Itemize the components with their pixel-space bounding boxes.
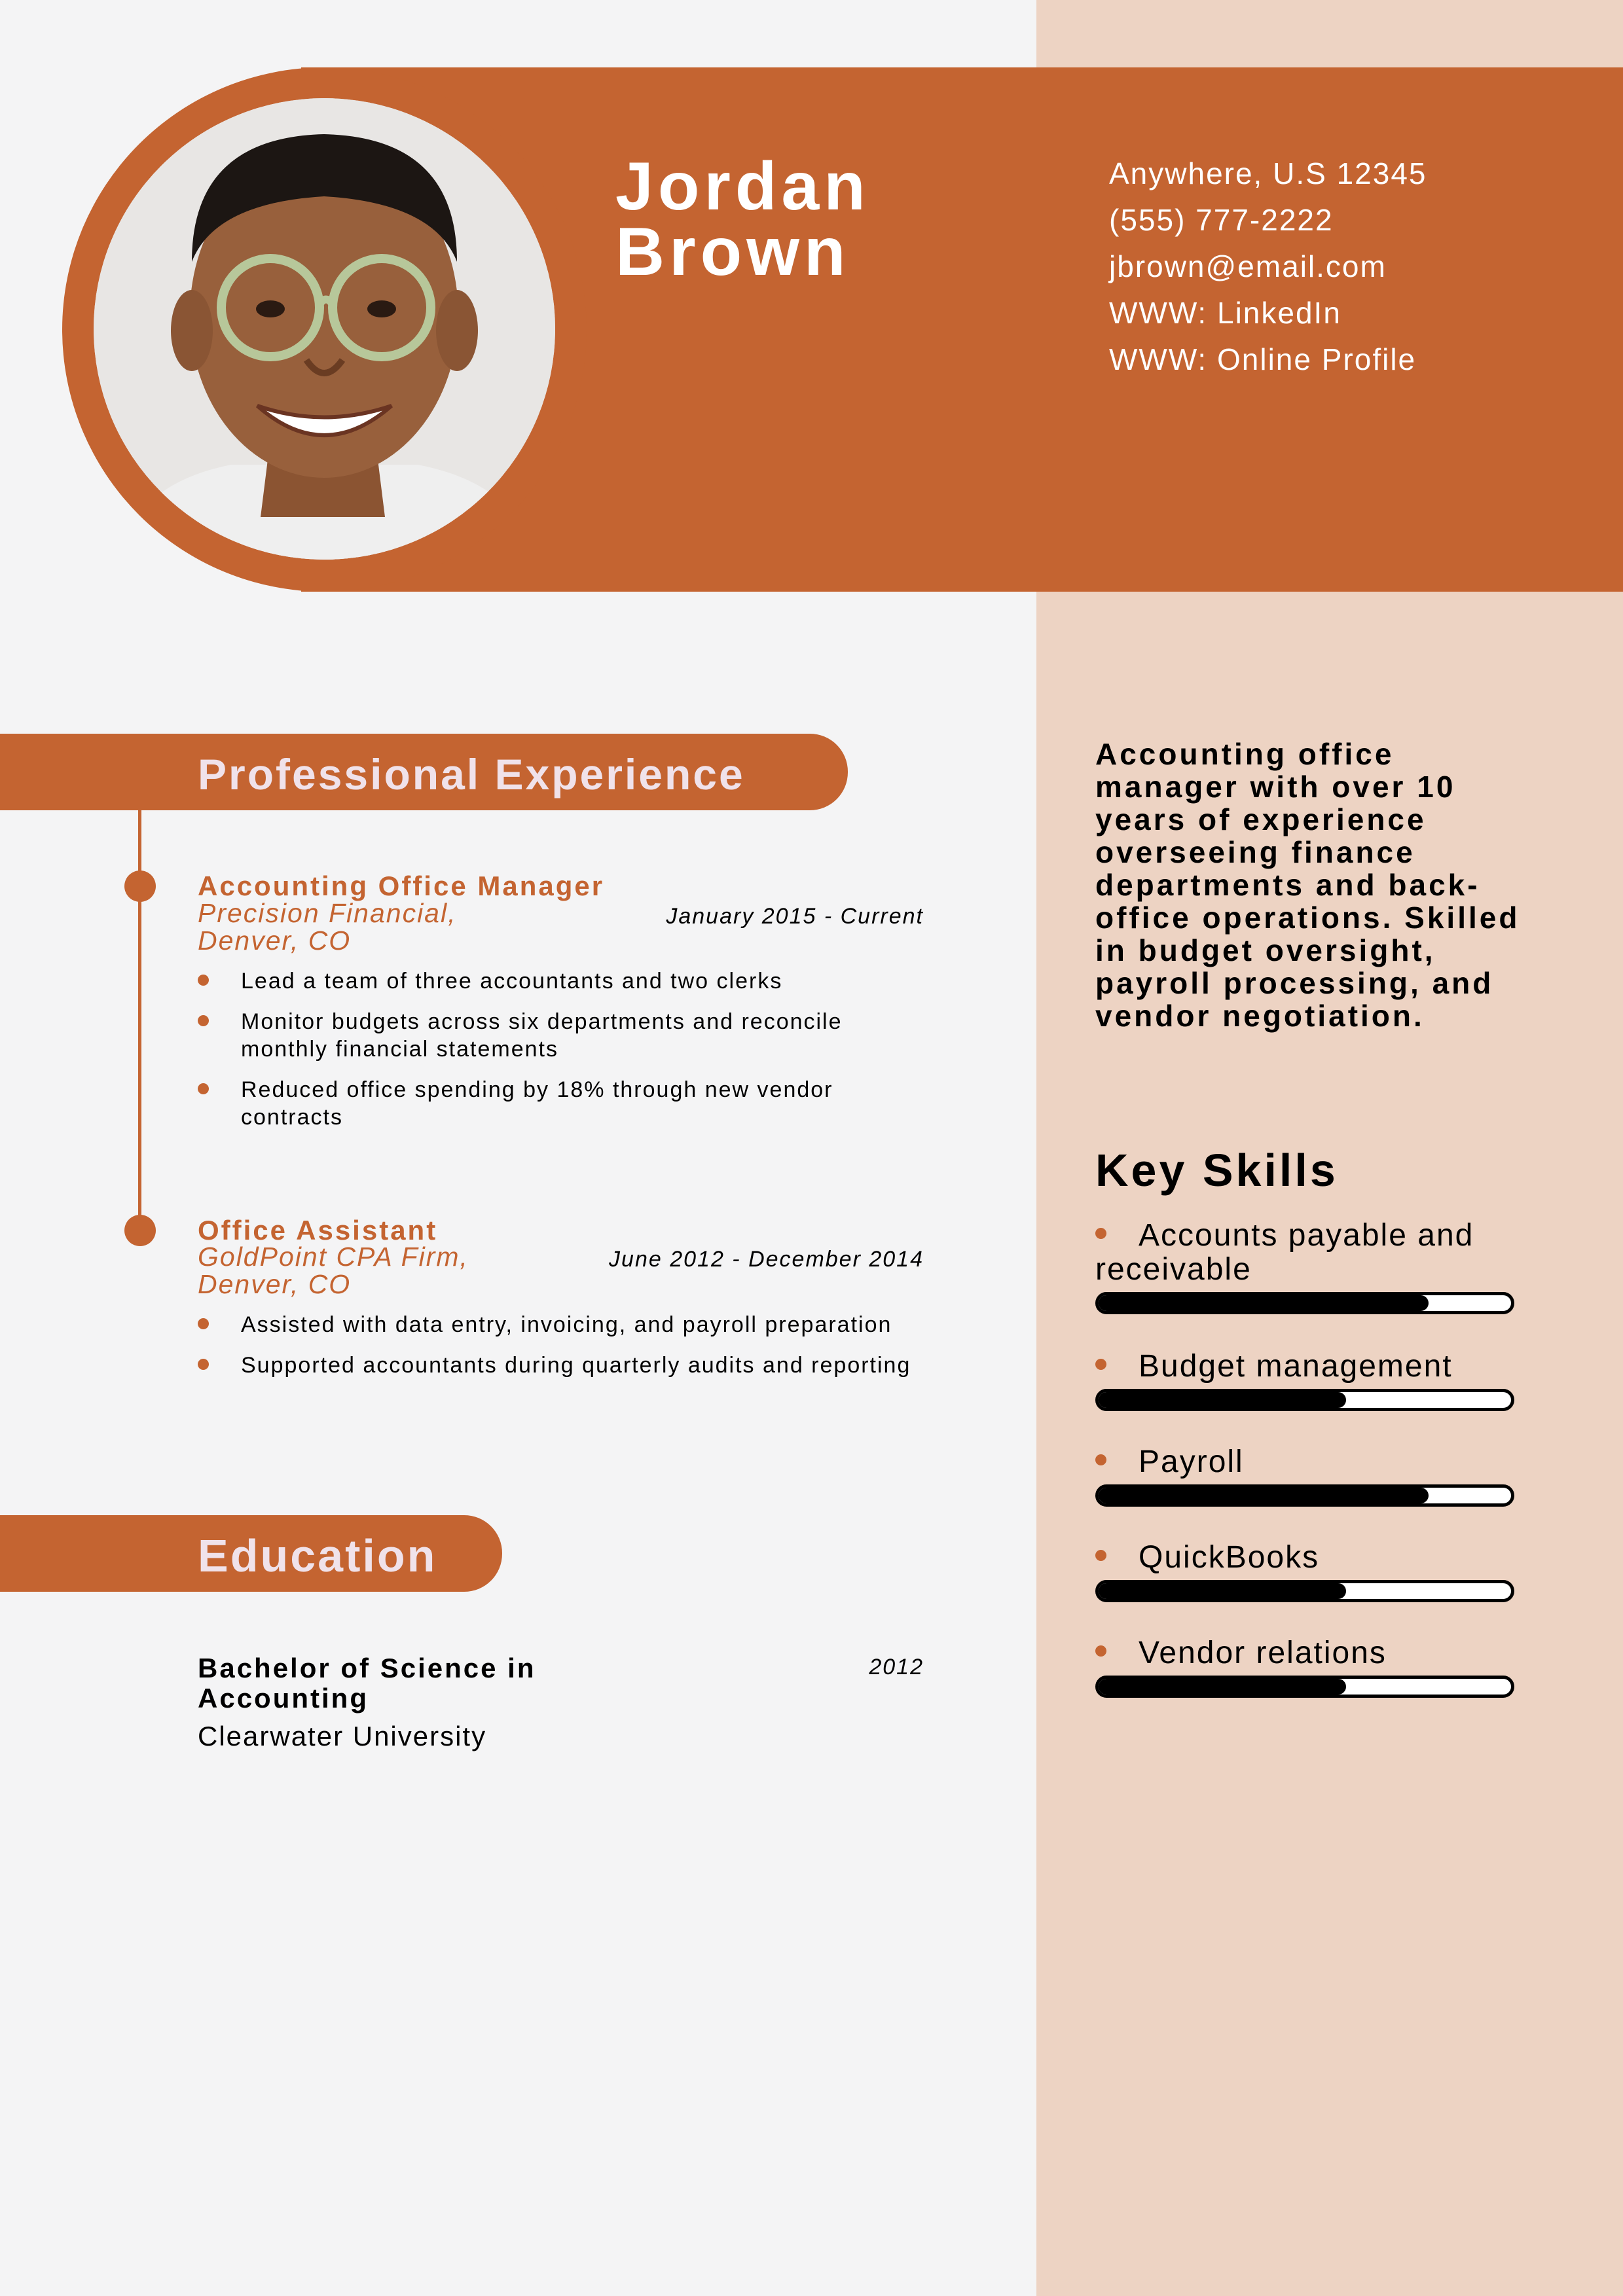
name-last: Brown	[615, 214, 850, 290]
contact-address: Anywhere, U.S 12345	[1109, 156, 1427, 190]
contact-online-profile[interactable]: WWW: Online Profile	[1109, 342, 1417, 376]
skill-label: QuickBooks	[1095, 1541, 1514, 1575]
experience-heading: Professional Experience	[198, 750, 745, 798]
skill-item	[1095, 1636, 1514, 1698]
contact-list	[1109, 151, 1427, 383]
candidate-name	[615, 149, 870, 290]
timeline-dot	[124, 1215, 156, 1246]
skill-item	[1095, 1541, 1514, 1602]
job-dates: June 2012 - December 2014	[609, 1247, 924, 1272]
skills-heading: Key Skills	[1095, 1145, 1338, 1196]
skill-label: Accounts payable and receivable	[1095, 1219, 1514, 1287]
job-bullet: Monitor budgets across six departments and reconcile monthly financial statements	[198, 1008, 918, 1063]
skill-bar	[1095, 1580, 1514, 1602]
skill-bar-fill	[1099, 1295, 1429, 1311]
contact-email[interactable]: jbrown@email.com	[1109, 249, 1387, 283]
skill-bar	[1095, 1484, 1514, 1507]
job-company: Precision Financial, Denver, CO	[198, 898, 457, 956]
skill-bar-fill	[1099, 1392, 1346, 1408]
skill-bar	[1095, 1676, 1514, 1698]
job-bullet: Lead a team of three accountants and two clerks	[198, 967, 918, 995]
education-year: 2012	[869, 1655, 924, 1679]
job-bullets	[198, 1311, 918, 1392]
skill-item	[1095, 1350, 1514, 1411]
skill-bar-fill	[1099, 1679, 1346, 1695]
skill-label: Payroll	[1095, 1445, 1514, 1479]
job-bullet: Assisted with data entry, invoicing, and payroll preparation	[198, 1311, 918, 1338]
avatar-illustration	[94, 98, 555, 560]
education-heading-banner	[0, 1515, 502, 1592]
experience-heading-banner	[0, 734, 848, 810]
skill-item	[1095, 1219, 1514, 1314]
job-title: Office Assistant	[198, 1215, 438, 1246]
job-bullets	[198, 967, 918, 1144]
skill-label: Vendor relations	[1095, 1636, 1514, 1670]
skill-bar	[1095, 1389, 1514, 1411]
skill-bar	[1095, 1292, 1514, 1314]
profile-photo	[94, 98, 555, 560]
education-heading: Education	[198, 1530, 437, 1581]
job-bullet: Reduced office spending by 18% through new vendor contracts	[198, 1076, 918, 1131]
job-bullet: Supported accountants during quarterly audits and reporting	[198, 1352, 918, 1379]
skill-bar-fill	[1099, 1583, 1346, 1599]
name-first: Jordan	[615, 149, 870, 224]
job-dates: January 2015 - Current	[666, 904, 924, 929]
degree: Bachelor of Science in Accounting	[198, 1653, 536, 1713]
job-title: Accounting Office Manager	[198, 870, 605, 901]
skill-bar-fill	[1099, 1488, 1429, 1503]
skill-item	[1095, 1445, 1514, 1507]
contact-linkedin[interactable]: WWW: LinkedIn	[1109, 296, 1341, 330]
skill-label: Budget management	[1095, 1350, 1514, 1384]
job-company: GoldPoint CPA Firm, Denver, CO	[198, 1242, 469, 1299]
school: Clearwater University	[198, 1721, 487, 1751]
timeline-dot	[124, 870, 156, 902]
summary: Accounting office manager with over 10 years of experience overseeing finance departments and back-office operations. Skilled in budget oversight, payroll processing, and vendor negotiation.	[1095, 737, 1520, 1033]
contact-phone: (555) 777-2222	[1109, 203, 1334, 237]
